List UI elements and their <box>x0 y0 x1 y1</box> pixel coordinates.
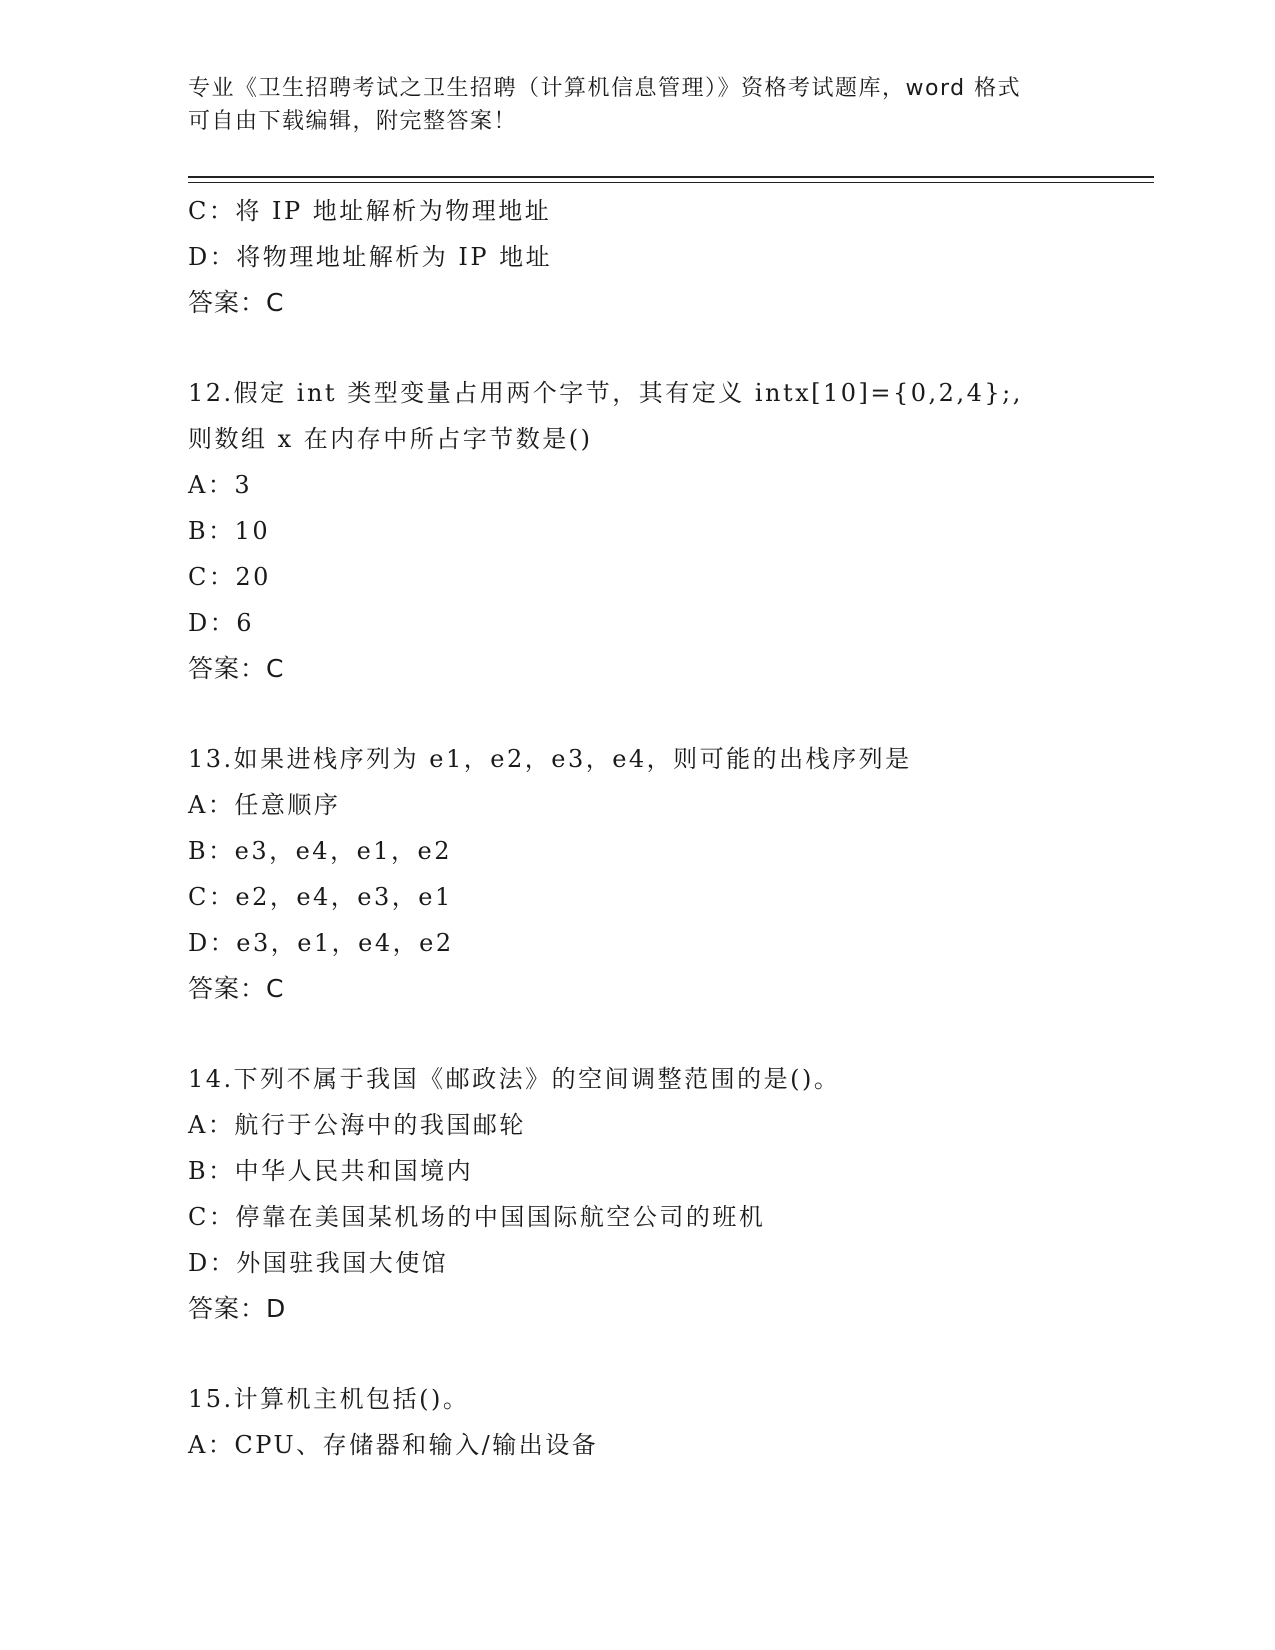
option-b: B：中华人民共和国境内 <box>188 1157 474 1185</box>
option-a: A：航行于公海中的我国邮轮 <box>188 1111 526 1139</box>
question-list <box>188 188 1148 1468</box>
question-stem: 14.下列不属于我国《邮政法》的空间调整范围的是()。 <box>188 1065 841 1093</box>
option-a: A：3 <box>188 471 253 499</box>
answer: 答案：C <box>188 288 285 317</box>
question-stem-cont: 则数组 x 在内存中所占字节数是() <box>188 425 593 453</box>
option-d: D：e3，e1，e4，e2 <box>188 929 454 957</box>
option-c: C：20 <box>188 563 271 591</box>
question-stem: 12.假定 int 类型变量占用两个字节，其有定义 intx[10]={0,2,4};, <box>188 379 1023 407</box>
header-divider <box>188 176 1154 178</box>
option-c: C：将 IP 地址解析为物理地址 <box>188 197 552 225</box>
answer: 答案：D <box>188 1294 287 1323</box>
header-line-2: 可自由下载编辑，附完整答案！ <box>188 109 518 134</box>
option-b: B：10 <box>188 517 271 545</box>
answer: 答案：C <box>188 974 285 1003</box>
document-header <box>188 72 1088 138</box>
option-b: B：e3，e4，e1，e2 <box>188 837 453 865</box>
header-divider-thin <box>188 182 1154 183</box>
option-a: A：CPU、存储器和输入/输出设备 <box>188 1431 599 1459</box>
question-11-tail <box>188 188 1148 326</box>
option-a: A：任意顺序 <box>188 791 341 819</box>
question-15 <box>188 1376 1148 1468</box>
option-d: D：外国驻我国大使馆 <box>188 1249 449 1277</box>
option-d: D：6 <box>188 609 255 637</box>
header-line-1: 专业《卫生招聘考试之卫生招聘（计算机信息管理）》资格考试题库，word 格式 <box>188 76 1022 101</box>
option-c: C：停靠在美国某机场的中国国际航空公司的班机 <box>188 1203 766 1231</box>
question-12 <box>188 370 1148 692</box>
answer: 答案：C <box>188 654 285 683</box>
option-c: C：e2，e4，e3，e1 <box>188 883 453 911</box>
question-14 <box>188 1056 1148 1332</box>
question-13 <box>188 736 1148 1012</box>
question-stem: 15.计算机主机包括()。 <box>188 1385 470 1413</box>
option-d: D：将物理地址解析为 IP 地址 <box>188 243 553 271</box>
question-stem: 13.如果进栈序列为 e1，e2，e3，e4，则可能的出栈序列是 <box>188 745 912 773</box>
